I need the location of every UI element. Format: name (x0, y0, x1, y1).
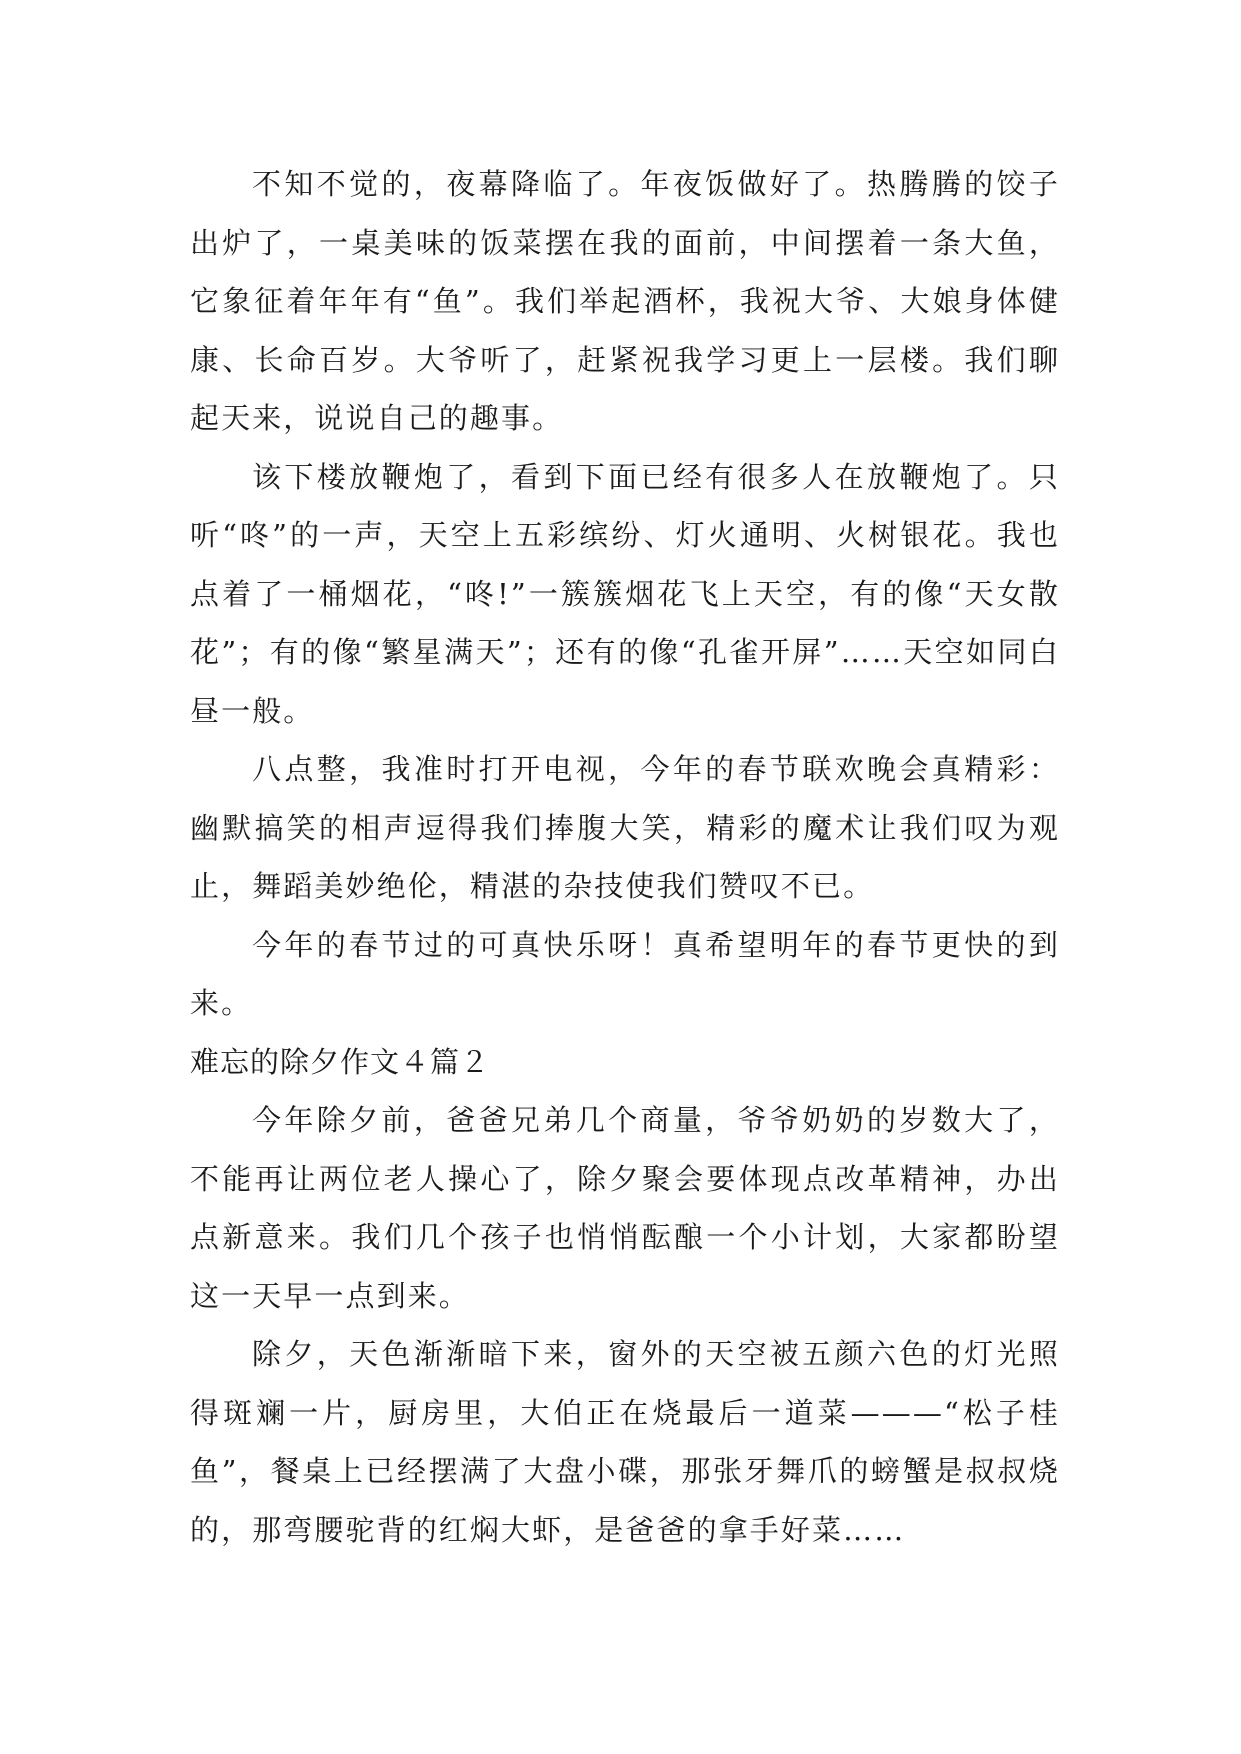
paragraph-firecrackers: 该下楼放鞭炮了，看到下面已经有很多人在放鞭炮了。只听“咚”的一声，天空上五彩缤纷、灯火通明、火树银花。我也点着了一桶烟花，“咚!”一簇簇烟花飞上天空，有的像“天女散花”；有的像“繁星满天”；还有的像“孔雀开屏”……天空如同白昼一般。 (190, 459, 1060, 728)
paragraph-gala: 八点整，我准时打开电视，今年的春节联欢晚会真精彩：幽默搞笑的相声逗得我们捧腹大笑，精彩的魔术让我们叹为观止，舞蹈美妙绝伦，精湛的杂技使我们赞叹不已。 (190, 752, 1060, 903)
paragraph-plan: 今年除夕前，爸爸兄弟几个商量，爷爷奶奶的岁数大了，不能再让两位老人操心了，除夕聚会要体现点改革精神，办出点新意来。我们几个孩子也悄悄酝酿一个小计划，大家都盼望这一天早一点到来。 (190, 1103, 1060, 1313)
document-body (190, 155, 1060, 1559)
section-heading: 难忘的除夕作文４篇２ (190, 1044, 491, 1079)
paragraph-closing: 今年的春节过的可真快乐呀！真希望明年的春节更快的到来。 (190, 927, 1060, 1020)
paragraph-eve-kitchen: 除夕，天色渐渐暗下来，窗外的天空被五颜六色的灯光照得斑斓一片，厨房里，大伯正在烧最后一道菜———“松子桂鱼”，餐桌上已经摆满了大盘小碟，那张牙舞爪的螃蟹是叔叔烧的，那弯腰驼背的红焖大虾，是爸爸的拿手好菜…… (190, 1337, 1060, 1547)
paragraph-dinner: 不知不觉的，夜幕降临了。年夜饭做好了。热腾腾的饺子出炉了，一桌美味的饭菜摆在我的面前，中间摆着一条大鱼，它象征着年年有“鱼”。我们举起酒杯，我祝大爷、大娘身体健康、长命百岁。大爷听了，赶紧祝我学习更上一层楼。我们聊起天来，说说自己的趣事。 (190, 167, 1060, 435)
